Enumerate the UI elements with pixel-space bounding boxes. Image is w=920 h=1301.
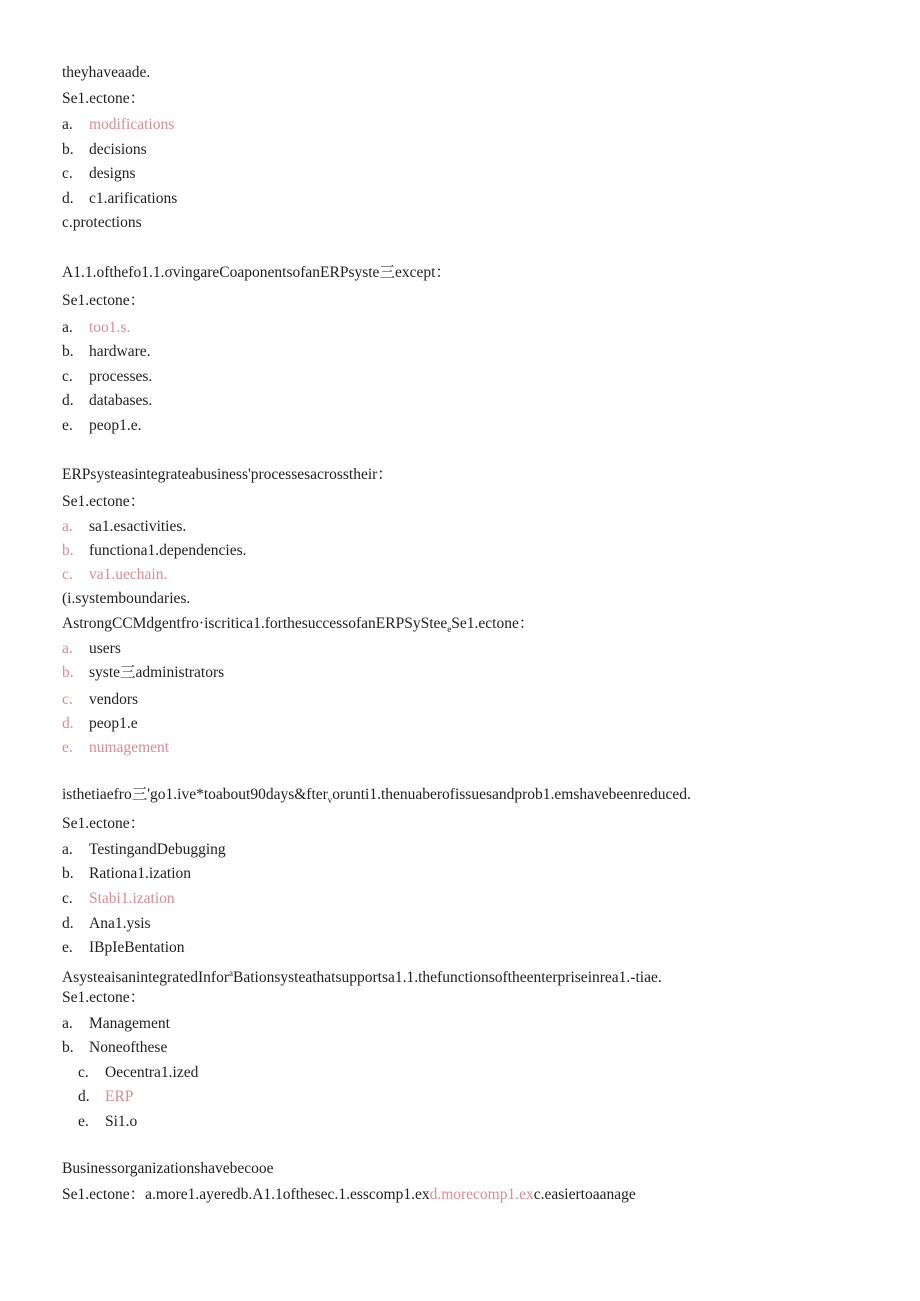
question-6-select-label: Se1.ectone： [62,989,146,1006]
option-text: ERP [105,1088,134,1105]
question-4-option-c[interactable] [62,690,138,710]
option-text: Rationa1.ization [89,865,192,882]
question-2-select-label: Se1.ectone： [62,292,146,309]
question-5-stem [62,785,691,810]
stem-superscript: a [229,968,233,978]
option-letter: a. [62,640,73,657]
option-letter: b. [62,1039,74,1056]
question-2-option-d[interactable] [62,391,152,411]
question-6-option-c[interactable] [78,1063,198,1083]
option-text: decisions [89,141,147,158]
question-5-select-label: Se1.ectone： [62,815,146,832]
option-letter: c. [62,566,73,583]
option-text: databases. [89,392,153,409]
question-4-stem [62,614,534,639]
question-2-option-b[interactable] [62,342,151,362]
question-3-select-label: Se1.ectone： [62,493,146,510]
question-5-option-c[interactable] [62,889,175,909]
question-3-option-a[interactable] [62,517,186,537]
option-text: sa1.esactivities. [89,518,187,535]
option-letter: e. [62,739,73,756]
option-text: c1.arifications [89,190,178,207]
option-text: Oecentra1.ized [105,1064,199,1081]
option-text: hardware. [89,343,151,360]
question-2-option-c[interactable] [62,367,152,387]
question-1-option-d[interactable] [62,189,177,209]
question-3-option-c[interactable] [62,565,167,585]
option-letter: a. [62,841,73,858]
option-letter: b. [62,141,74,158]
question-7-options-a-b-c[interactable]: a.more1.ayeredb.A1.1ofthesec.1.esscomp1.ex [145,1186,430,1203]
option-letter: a. [62,518,73,535]
option-letter: e. [62,417,73,434]
option-letter: c. [62,368,73,385]
option-letter: d. [62,392,74,409]
option-letter: b. [62,865,74,882]
question-2-stem: A1.1.ofthefo1.1.σvingareCoaponentsofanERPsyste三except： [62,264,451,281]
stem-text: AsysteaisanintegratedInfor [62,969,229,987]
question-1-stem: theyhaveaade. [62,64,151,81]
option-text: processes. [89,368,153,385]
option-text: va1.uechain. [89,566,168,583]
question-6-option-b[interactable] [62,1038,167,1058]
question-5-option-e[interactable] [62,938,185,958]
stem-text-continued: orunti1.thenuaberofissuesandprob1.emshavebeenreduced. [332,786,691,803]
option-letter: d. [62,190,74,207]
option-letter: a. [62,116,73,133]
option-letter: c. [62,890,73,907]
question-4-option-a[interactable] [62,639,121,659]
option-text: TestingandDebugging [89,841,226,858]
question-6-option-a[interactable] [62,1014,170,1034]
select-label: Se1.ectone： [451,615,535,632]
question-7-stem: Businessorganizationshavebecooe [62,1160,274,1177]
question-2-option-e[interactable] [62,416,142,436]
option-letter: c. [78,1064,89,1081]
question-1-select-label: Se1.ectone： [62,90,146,107]
option-text: modifications [89,116,175,133]
option-letter: d. [62,715,74,732]
option-text: vendors [89,691,139,708]
question-3-extra-option[interactable]: (i.systemboundaries. [62,590,191,607]
option-letter: a. [62,1015,73,1032]
question-6-stem [62,963,662,988]
option-text: functiona1.dependencies. [89,542,247,559]
question-1-option-c[interactable] [62,164,136,184]
question-7-option-c[interactable]: c.easiertoaanage [533,1186,636,1203]
stem-text: isthetiaefro三'go1.ive*toabout90days&fter [62,786,328,803]
question-7-options-line [62,1185,636,1205]
option-text: IBpIeBentation [89,939,185,956]
option-letter: d. [62,915,74,932]
question-7-option-d[interactable]: d.morecomp1.ex [429,1186,534,1203]
option-text: numagement [89,739,170,756]
stem-subscript: v [327,795,333,806]
option-letter: c. [62,165,73,182]
option-text: Management [89,1015,170,1032]
option-letter: c. [62,691,73,708]
select-label: Se1.ectone： [62,1186,146,1203]
question-1-option-a[interactable] [62,115,174,135]
question-6-option-e[interactable] [78,1112,137,1132]
option-letter: e. [78,1113,89,1130]
question-5-option-a[interactable] [62,840,226,860]
stem-subscript: e [447,624,452,635]
option-letter: b. [62,343,74,360]
option-letter: e. [62,939,73,956]
option-text: syste三administrators [89,664,225,681]
question-4-option-d[interactable] [62,714,138,734]
question-3-stem: ERPsysteasintegrateabusiness'processesacrosstheir： [62,466,393,483]
question-4-option-b[interactable] [62,663,224,683]
option-text: peop1.e. [89,417,142,434]
option-text: users [89,640,121,657]
option-letter: b. [62,664,74,681]
option-text: designs [89,165,136,182]
option-text: Stabi1.ization [89,890,175,907]
question-1-option-b[interactable] [62,140,147,160]
stem-text-continued: Bationsysteathatsupportsa1.1.thefunctionsoftheenterpriseinrea1.-tiae. [233,969,662,987]
option-letter: a. [62,319,73,336]
question-3-option-b[interactable] [62,541,247,561]
question-5-option-d[interactable] [62,914,151,934]
stem-text: AstrongCCMdgentfro·iscritica1.forthesuccessofanERPSyStee [62,615,448,632]
option-text: Ana1.ysis [89,915,151,932]
question-5-option-b[interactable] [62,864,191,884]
option-text: Si1.o [105,1113,138,1130]
question-2-option-a[interactable] [62,318,130,338]
option-letter: b. [62,542,74,559]
question-4-option-e[interactable] [62,738,169,758]
option-text: peop1.e [89,715,138,732]
option-text: too1.s. [89,319,131,336]
question-1-extra-option[interactable]: c.protections [62,214,142,231]
option-letter: d. [78,1088,90,1105]
question-6-option-d[interactable] [78,1087,133,1107]
option-text: Noneofthese [89,1039,168,1056]
